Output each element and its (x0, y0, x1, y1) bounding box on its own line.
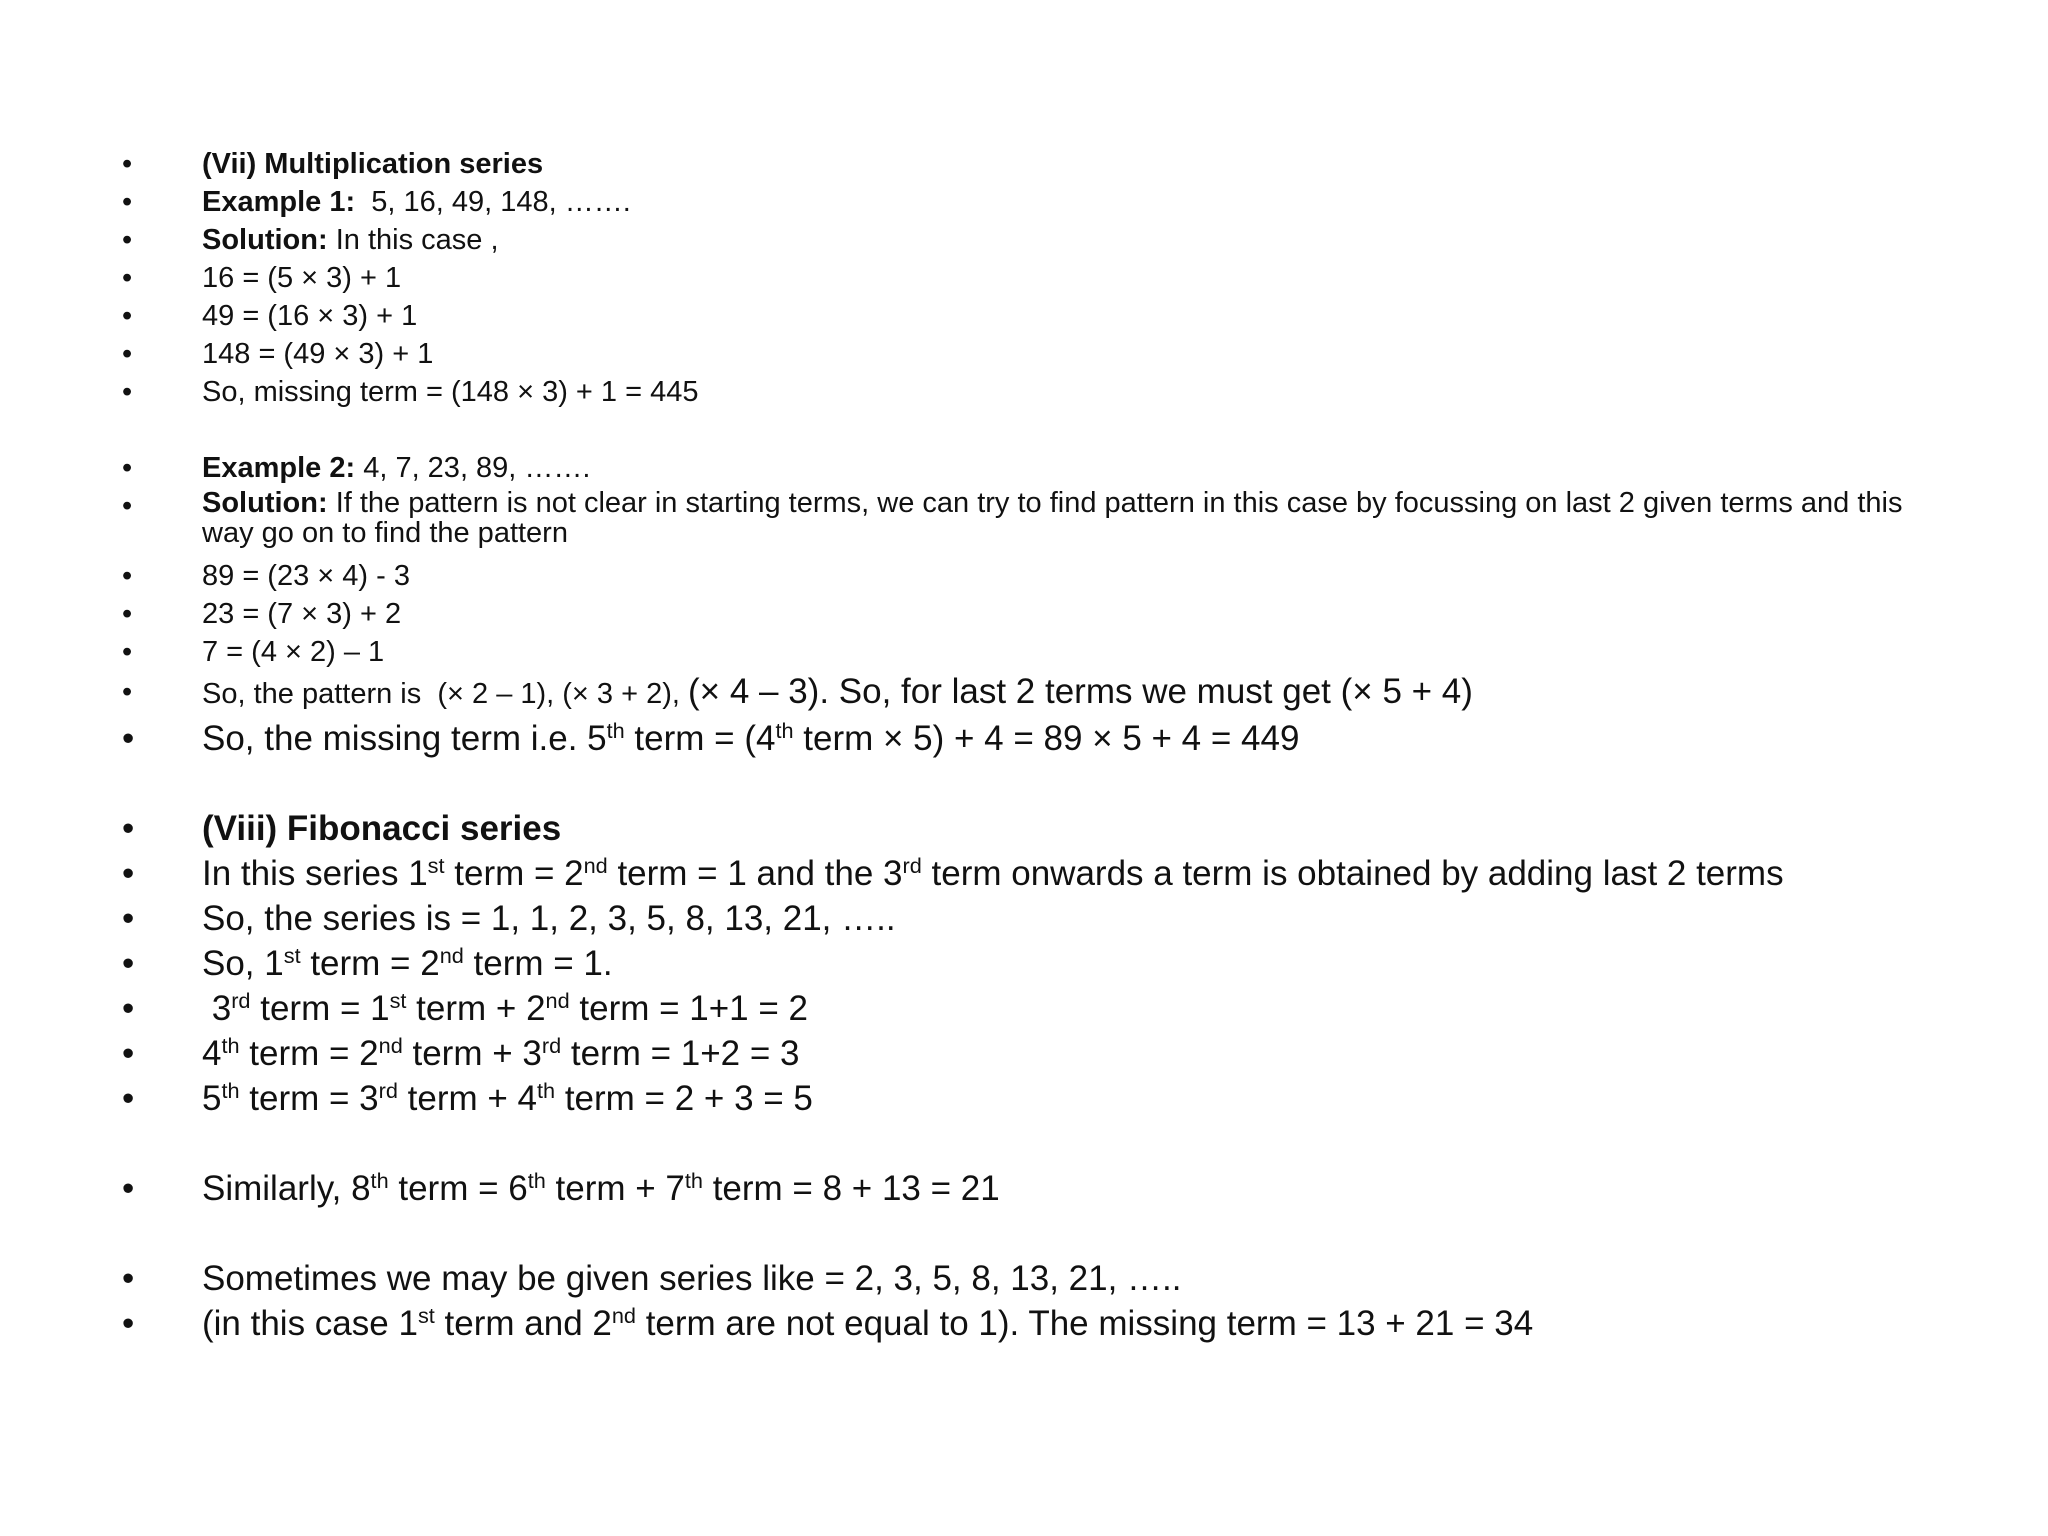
pattern-text-large: (× 4 – 3). So, for last 2 terms we must get (× 5 + 4) (688, 672, 1473, 711)
bullet: • (122, 1259, 135, 1298)
equation-text: 89 = (23 × 4) - 3 (202, 560, 410, 592)
section-heading-fibonacci: (Viii) Fibonacci series (202, 809, 562, 848)
example-label: Example 2: (202, 452, 356, 484)
bullet: • (122, 376, 133, 408)
bullet: • (122, 944, 135, 983)
equation-text: 23 = (7 × 3) + 2 (202, 598, 402, 630)
bullet: • (122, 452, 133, 484)
equation-text: 7 = (4 × 2) – 1 (202, 636, 385, 668)
bullet: • (122, 338, 133, 370)
equation-text: So, missing term = (148 × 3) + 1 = 445 (202, 376, 699, 408)
bullet: • (122, 989, 135, 1028)
equation-text: 49 = (16 × 3) + 1 (202, 300, 418, 332)
bullet: • (122, 560, 133, 592)
bullet: • (122, 186, 133, 218)
series-text: Sometimes we may be given series like = 2, 3, 5, 8, 13, 21, ….. (202, 1259, 1182, 1298)
bullet: • (122, 224, 133, 256)
equation-text: 148 = (49 × 3) + 1 (202, 338, 434, 370)
section-heading-multiplication: (Vii) Multiplication series (202, 148, 544, 180)
bullet: • (122, 676, 133, 708)
bullet: • (122, 809, 135, 848)
bullet: • (122, 300, 133, 332)
bullet: • (122, 148, 133, 180)
bullet: • (122, 1169, 135, 1208)
bullet: • (122, 262, 133, 294)
example-text: 4, 7, 23, 89, ……. (355, 452, 591, 484)
bullet: • (122, 1304, 135, 1343)
equation-text: 16 = (5 × 3) + 1 (202, 262, 402, 294)
solution-label: Solution: (202, 224, 328, 256)
bullet: • (122, 490, 133, 522)
bullet: • (122, 719, 135, 758)
bullet: • (122, 636, 133, 668)
solution-text: If the pattern is not clear in starting terms, we can try to find pattern in this case by focussing on last 2 given terms and this way go on to find the pattern (202, 487, 1903, 549)
pattern-text: So, the pattern is (× 2 – 1), (× 3 + 2), (202, 678, 689, 710)
bullet: • (122, 899, 135, 938)
bullet: • (122, 1034, 135, 1073)
bullet: • (122, 1079, 135, 1118)
bullet: • (122, 854, 135, 893)
series-text: So, the series is = 1, 1, 2, 3, 5, 8, 13, 21, ….. (202, 899, 896, 938)
solution-text: In this case , (327, 224, 499, 256)
example-label: Example 1: (202, 186, 356, 218)
slide: • (Vii) Multiplication series • Example 1: 5, 16, 49, 148, ……. • Solution: In this case , • 16 = (5 × 3) + 1 • 49 = (16 × 3) + 1 • 148 = (49 × 3) + 1 • So, missing term = (148 × 3) + 1 = 445 • Example 2: 4, 7, 23, 89, ……. • Solution: If the pattern is not clear in starting terms, we can try to find pattern in this case by focussing on last 2 given terms and this way go on to find the pattern • 89 = (23 × 4) - 3 • 23 = (7 × 3) + 2 • 7 = (4 × 2) – 1 • So, the pattern is (× 2 – 1), (× 3 + 2), (× 4 – 3). So, for last 2 terms we must get (× 5 + 4) • So, the missing term i.e. 5th term = (4th term × 5) + 4 = 89 × 5 + 4 = 449 • (Viii) Fibonacci series • In this series 1st term = 2nd term = 1 and the 3rd term onwards a term is obtained by adding last 2 terms • So, the series is = 1, 1, 2, 3, 5, 8, 13, 21, ….. • So, 1st term = 2nd term = 1. • 3rd term = 1st term + 2nd term = 1+1 = 2 • 4th term = 2nd term + 3rd term = 1+2 = 3 • 5th term = 3rd term + 4th term = 2 + 3 = 5 • Similarly, 8th term = 6th term + 7th term = 8 + 13 = 21 • Sometimes we may be given series like = 2, 3, 5, 8, 13, 21, ….. • (in this case 1st term and 2nd term are not equal to 1). The missing term = 13 + 21 = 34 (122, 148, 1903, 1343)
bullet: • (122, 598, 133, 630)
example-text: 5, 16, 49, 148, ……. (355, 186, 631, 218)
solution-label: Solution: (202, 487, 328, 519)
